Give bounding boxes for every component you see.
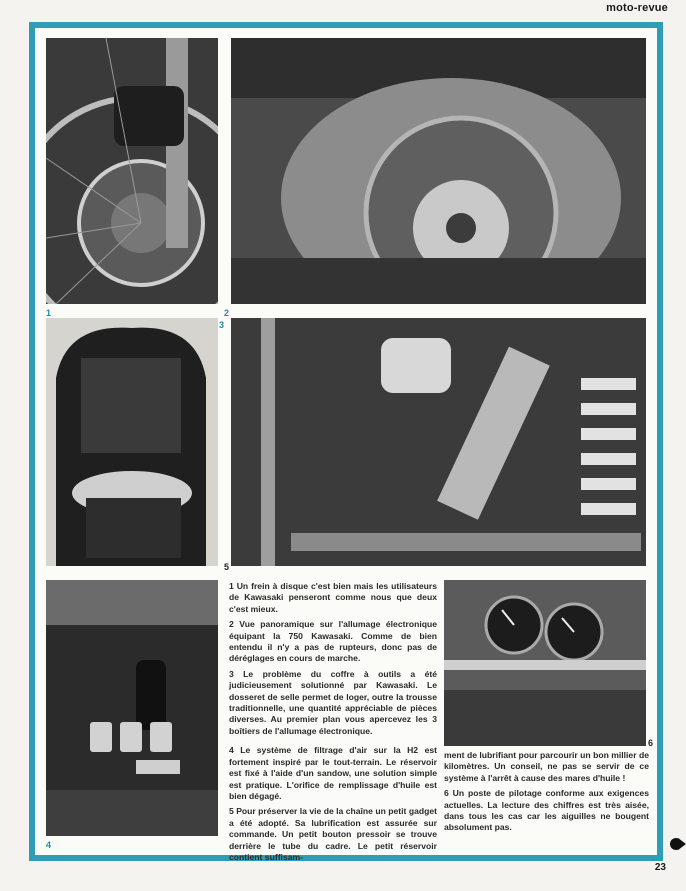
photo-number-3: 3 xyxy=(219,320,225,330)
page-number: 23 xyxy=(654,862,666,873)
masthead: moto-revue xyxy=(606,2,668,14)
captions-column-right xyxy=(444,750,649,838)
photo-number-5: 5 xyxy=(224,562,230,572)
photo-number-1: 1 xyxy=(46,308,52,318)
photo-number-2: 2 xyxy=(224,308,230,318)
caption-1: 1 Un frein à disque c'est bien mais les utilisateurs de Kawasaki penseront comme nous que deux c'est mieux. xyxy=(229,581,437,614)
photo-ignition xyxy=(231,38,646,304)
caption-2: 2 Vue panoramique sur l'allumage électronique équipant la 750 Kawasaki. Comme de bien entendu il n'y a pas de rupteurs, donc pas de déréglages en cours de marche. xyxy=(229,619,437,664)
right-arrow-icon xyxy=(670,836,686,852)
captions-column-left xyxy=(229,581,437,867)
photo-dashboard xyxy=(444,580,646,746)
photo-air-filter xyxy=(46,580,218,836)
photo-number-4: 4 xyxy=(46,840,52,850)
caption-3: 3 Le problème du coffre à outils a été judicieusement solutionné par Kawasaki. Le dosseret de selle permet de loger, outre la trousse traditionnelle, une quantité appréciable de pièces diverses. Au premier plan vous apercevez les 3 boîtiers de l'allumage électronique. xyxy=(229,668,437,736)
caption-5-continued: ment de lubrifiant pour parcourir un bon millier de kilomètres. Un conseil, ne pas se servir de ce système à l'arrêt à cause des mares d'huile ! xyxy=(444,750,649,783)
photo-tool-box xyxy=(46,318,218,566)
caption-5: 5 Pour préserver la vie de la chaîne un petit gadget a été adopté. Sa lubrification est assurée sur commande. Un petit bouton pressoir se trouve derrière le tube du cadre. Le petit réservoir contient suffisam- xyxy=(229,806,437,862)
photo-number-6: 6 xyxy=(648,738,654,748)
caption-6: 6 Un poste de pilotage conforme aux exigences actuelles. La lecture des chiffres est très aisée, dans tous les cas car les aiguilles ne bougent absolument pas. xyxy=(444,788,649,833)
caption-4: 4 Le système de filtrage d'air sur la H2 est fortement inspiré par le tout-terrain. Le réservoir est fixé à l'aide d'un sandow, une solution simple est pratique. L'orifice de remplissage d'huile est bien dégagé. xyxy=(229,745,437,801)
photo-front-brake xyxy=(46,38,218,304)
photo-chain-lubricator xyxy=(231,318,646,566)
